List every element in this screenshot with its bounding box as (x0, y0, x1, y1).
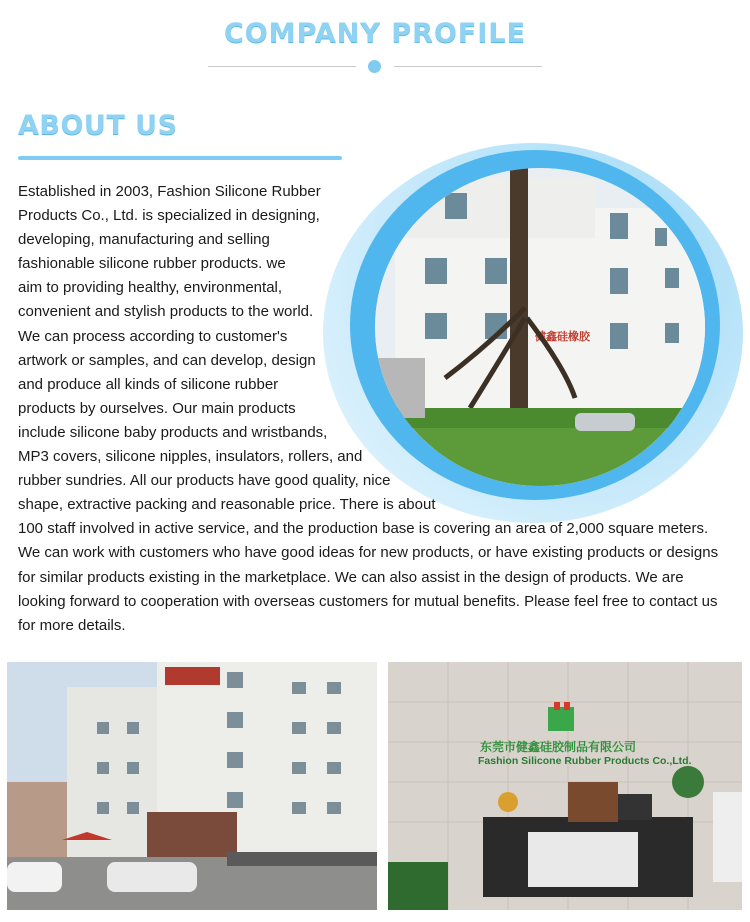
about-line: Established in 2003, Fashion Silicone Rubber (18, 183, 321, 200)
about-heading: ABOUT US (18, 110, 178, 141)
about-line: 100 staff involved in active service, and the production base is covering an area of 2,000 square meters. (18, 520, 709, 538)
reception-sign-english: Fashion Silicone Rubber Products Co.,Ltd. (478, 755, 692, 767)
about-line: include silicone baby products and wristbands, (18, 423, 328, 441)
about-line: shape, extractive packing and reasonable price. There is about (18, 496, 436, 514)
about-line: Products Co., Ltd. is specialized in designing, (18, 207, 320, 225)
about-line: We can process according to customer's (18, 327, 288, 345)
factory-exterior-photo (7, 662, 377, 910)
reception-lobby-photo (388, 662, 742, 910)
about-line: for more details. (18, 616, 126, 634)
about-line: aim to providing healthy, environmental, (18, 279, 283, 297)
about-line: for similar products existing in the marketplace. We can also assist in the design of products. We are (18, 568, 684, 586)
about-line: developing, manufacturing and selling (18, 231, 270, 249)
about-line: We can work with customers who have good ideas for new products, or have existing products or designs (18, 544, 719, 562)
about-line: and produce all kinds of silicone rubber (18, 375, 279, 393)
about-line: artwork or samples, and can develop, design (18, 351, 316, 369)
reception-sign-chinese: 东莞市健鑫硅胶制品有限公司 (480, 740, 637, 754)
about-line: products by ourselves. Our main products (18, 399, 296, 417)
about-line: rubber sundries. All our products have good quality, nice (18, 472, 391, 490)
about-underline (18, 156, 342, 160)
about-line: looking forward to cooperation with overseas customers for mutual benefits. Please feel free to contact us (18, 592, 718, 610)
about-line: fashionable silicone rubber products. we (18, 255, 286, 273)
about-line: convenient and stylish products to the world. (18, 303, 314, 321)
title-divider-right (394, 66, 542, 67)
building-sign-text: 健鑫硅橡胶 (535, 330, 590, 343)
about-line: MP3 covers, silicone nipples, insulators, rollers, and (18, 448, 363, 466)
title-divider-left (208, 66, 356, 67)
page-title: COMPANY PROFILE (223, 18, 527, 49)
title-divider-dot (368, 60, 381, 73)
about-body (18, 180, 718, 638)
